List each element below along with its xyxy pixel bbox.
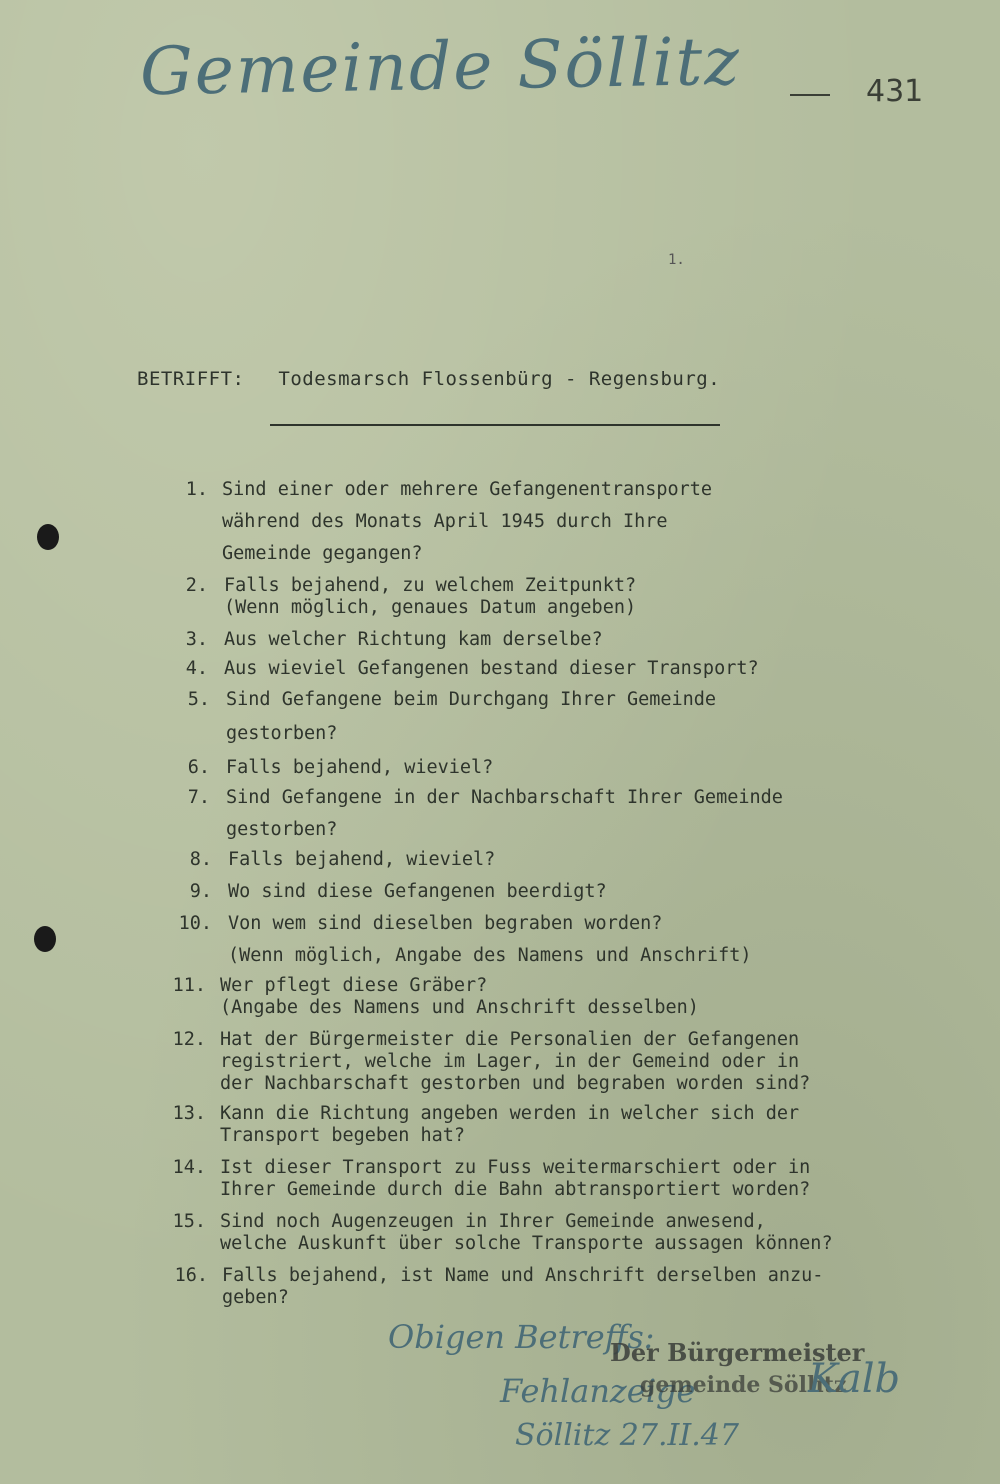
handwritten-municipality-title: Gemeinde Söllitz (139, 22, 742, 111)
question-number: 12. (172, 1029, 206, 1050)
question-line: Hat der Bürgermeister die Personalien der Gefangenen (220, 1029, 800, 1050)
question-number: 5. (187, 689, 210, 710)
question-line: Sind noch Augenzeugen in Ihrer Gemeinde anwesend, (220, 1211, 766, 1232)
handwritten-note: Obigen Betreffs: (388, 1318, 655, 1356)
question-line: Falls bejahend, ist Name und Anschrift derselben anzu- (222, 1265, 824, 1286)
question-line: (Wenn möglich, Angabe des Namens und Anschrift) (228, 945, 752, 966)
question-number: 8. (189, 849, 212, 870)
question-line: Aus welcher Richtung kam derselbe? (224, 629, 603, 650)
municipality-stamp: gemeinde Söllitz (640, 1372, 847, 1398)
punch-hole (37, 524, 59, 550)
question-line: (Wenn möglich, genaues Datum angeben) (224, 597, 637, 618)
question-line: Gemeinde gegangen? (222, 543, 423, 564)
subject-line (137, 368, 720, 390)
question-line: Falls bejahend, wieviel? (228, 849, 496, 870)
page-number: 431 (866, 74, 924, 109)
small-mark: 1. (668, 252, 685, 268)
question-line: Wo sind diese Gefangenen beerdigt? (228, 881, 607, 902)
question-number: 3. (185, 629, 208, 650)
question-line: gestorben? (226, 819, 338, 840)
question-number: 7. (187, 787, 210, 808)
question-line: Kann die Richtung angeben werden in welcher sich der (220, 1103, 800, 1124)
question-line: Ist dieser Transport zu Fuss weitermarschiert oder in (220, 1157, 811, 1178)
question-line: gestorben? (226, 723, 338, 744)
question-line: Falls bejahend, zu welchem Zeitpunkt? (224, 575, 637, 596)
subject-label: BETRIFFT: (137, 368, 245, 390)
mayor-stamp: Der Bürgermeister (610, 1338, 865, 1367)
dash-mark (790, 94, 830, 96)
question-number: 13. (172, 1103, 206, 1124)
punch-hole (34, 926, 56, 952)
question-line: Aus wieviel Gefangenen bestand dieser Transport? (224, 658, 759, 679)
question-line: Sind Gefangene beim Durchgang Ihrer Gemeinde (226, 689, 717, 710)
question-line: Ihrer Gemeinde durch die Bahn abtransportiert worden? (220, 1179, 811, 1200)
question-line: registriert, welche im Lager, in der Gemeind oder in (220, 1051, 800, 1072)
question-number: 6. (187, 757, 210, 778)
question-line: Sind einer oder mehrere Gefangenentransporte (222, 479, 713, 500)
question-line: Wer pflegt diese Gräber? (220, 975, 488, 996)
question-line: Falls bejahend, wieviel? (226, 757, 494, 778)
question-line: während des Monats April 1945 durch Ihre (222, 511, 668, 532)
subject-text: Todesmarsch Flossenbürg - Regensburg. (278, 368, 721, 390)
question-number: 15. (172, 1211, 206, 1232)
question-number: 2. (185, 575, 208, 596)
question-number: 9. (189, 881, 212, 902)
question-line: geben? (222, 1287, 289, 1308)
question-number: 11. (172, 975, 206, 996)
question-line: welche Auskunft über solche Transporte aussagen können? (220, 1233, 833, 1254)
question-number: 10. (178, 913, 212, 934)
question-number: 4. (185, 658, 208, 679)
question-number: 1. (185, 479, 208, 500)
question-line: Sind Gefangene in der Nachbarschaft Ihrer Gemeinde (226, 787, 783, 808)
question-line: (Angabe des Namens und Anschrift desselben) (220, 997, 699, 1018)
handwritten-date: Söllitz 27.II.47 (515, 1418, 739, 1453)
question-line: der Nachbarschaft gestorben und begraben worden sind? (220, 1073, 811, 1094)
question-number: 16. (174, 1265, 208, 1286)
question-line: Transport begeben hat? (220, 1125, 466, 1146)
question-line: Von wem sind dieselben begraben worden? (228, 913, 663, 934)
question-number: 14. (172, 1157, 206, 1178)
handwritten-note-negative: Fehlanzeige (500, 1372, 696, 1410)
signature: Kalb (808, 1356, 901, 1402)
subject-underline (270, 424, 720, 426)
